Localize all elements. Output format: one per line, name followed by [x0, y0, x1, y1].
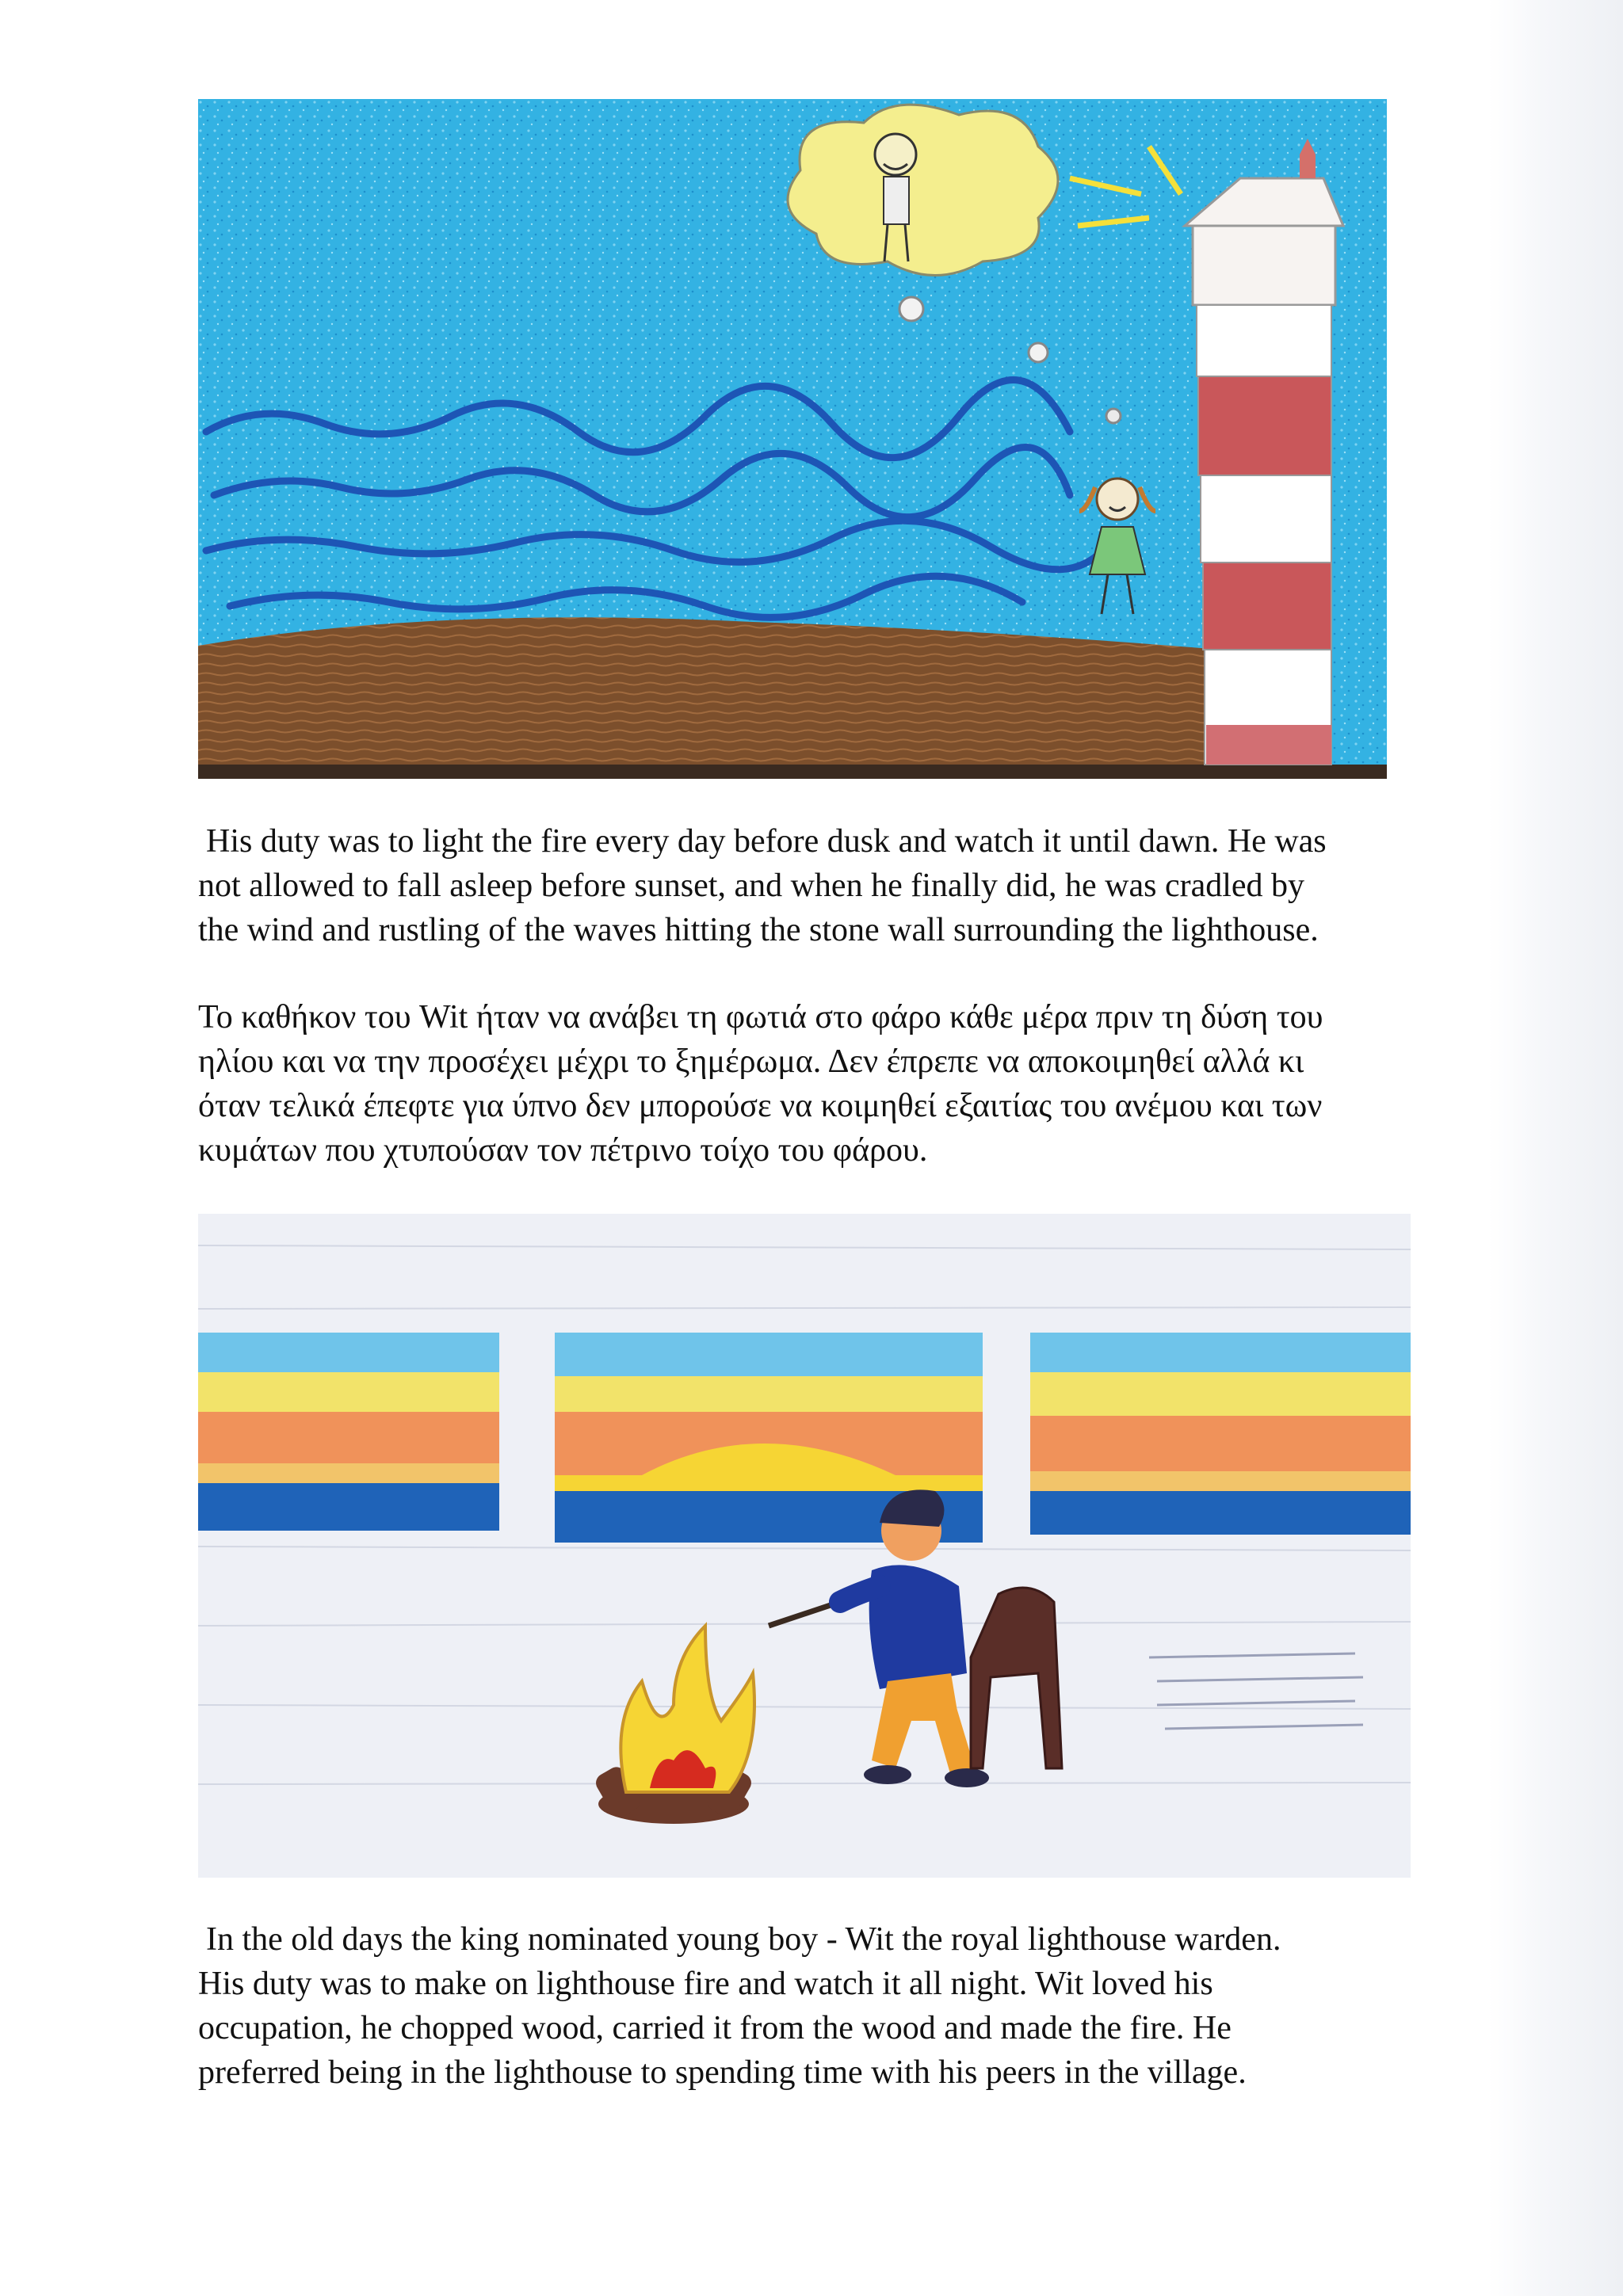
window-right	[1030, 1333, 1411, 1535]
campfire-drawing-svg	[198, 1214, 1411, 1878]
paragraph-english-1	[198, 819, 1514, 952]
text-line: κυμάτων που χτυπούσαν τον πέτρινο τοίχο του φάρου.	[198, 1132, 928, 1169]
paragraph-greek	[198, 995, 1514, 1173]
paragraph-english-2	[198, 1917, 1514, 2095]
text-line: In the old days the king nominated young boy - Wit the royal lighthouse warden.	[206, 1921, 1281, 1958]
lighthouse-drawing-svg	[198, 99, 1387, 779]
text-line: His duty was to light the fire every day before dusk and watch it until dawn. He was	[206, 823, 1327, 860]
illustration-campfire-drawing	[198, 1214, 1411, 1878]
text-line: preferred being in the lighthouse to spending time with his peers in the village.	[198, 2054, 1247, 2091]
lighthouse	[1185, 139, 1343, 765]
wall	[198, 1214, 1411, 1878]
window-left	[198, 1333, 499, 1531]
text-line: not allowed to fall asleep before sunset, and when he finally did, he was cradled by	[198, 868, 1305, 904]
text-line: the wind and rustling of the waves hitting the stone wall surrounding the lighthouse.	[198, 912, 1319, 948]
text-line: ηλίου και να την προσέχει μέχρι το ξημέρωμα. Δεν έπρεπε να αποκοιμηθεί αλλά κι	[198, 1043, 1304, 1080]
beach-sand	[198, 617, 1268, 779]
text-line: His duty was to make on lighthouse fire and watch it all night. Wit loved his	[198, 1966, 1213, 2002]
illustration-lighthouse-drawing	[198, 99, 1387, 779]
text-line: occupation, he chopped wood, carried it from the wood and made the fire. He	[198, 2010, 1232, 2046]
text-line: όταν τελικά έπεφτε για ύπνο δεν μπορούσε να κοιμηθεί εξαιτίας του ανέμου και των	[198, 1088, 1323, 1124]
text-line: Το καθήκον του Wit ήταν να ανάβει τη φωτιά στο φάρο κάθε μέρα πριν τη δύση του	[198, 999, 1323, 1035]
